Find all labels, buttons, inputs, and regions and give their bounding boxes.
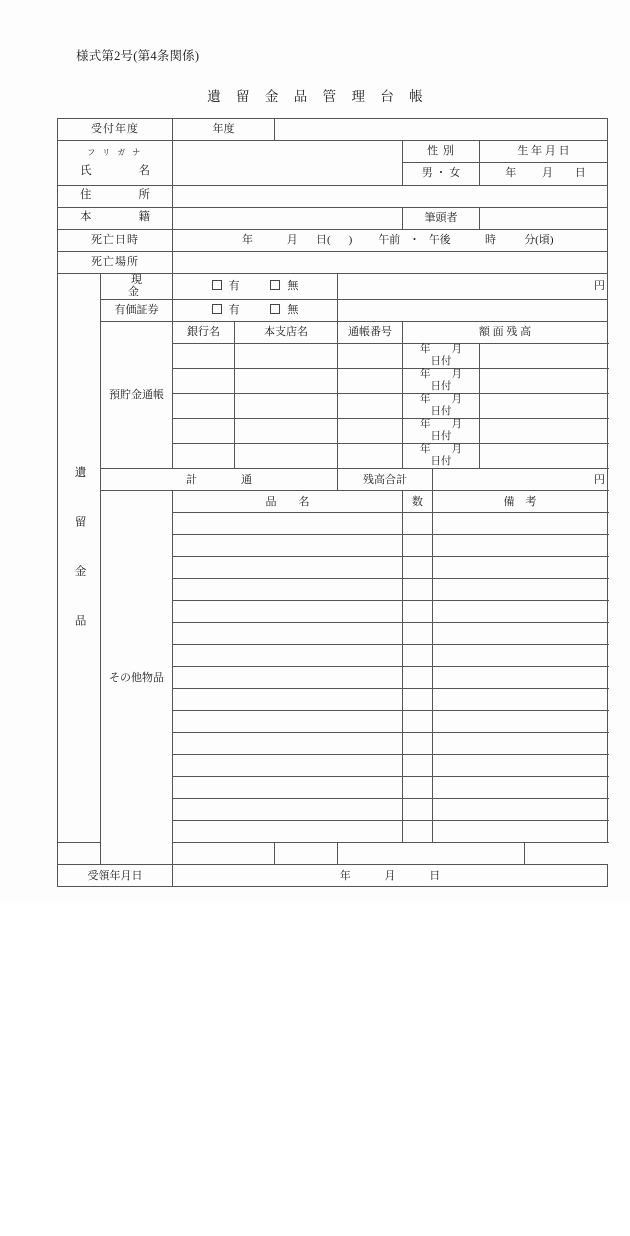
row-passbook-total bbox=[58, 469, 608, 491]
passbook-balance-input[interactable] bbox=[480, 343, 608, 368]
item-qty-input[interactable] bbox=[403, 755, 433, 777]
checkbox-icon[interactable] bbox=[270, 280, 280, 290]
passbook-branch-input[interactable] bbox=[235, 368, 338, 393]
passbook-col-balance: 額 面 残 高 bbox=[403, 321, 608, 343]
receipt-date-value[interactable] bbox=[173, 865, 608, 887]
death-datetime-value[interactable] bbox=[173, 229, 608, 251]
row-registry bbox=[58, 207, 608, 229]
passbook-date-label[interactable]: 年 月 日付 bbox=[403, 343, 480, 368]
passbook-date-label[interactable]: 年 月 日付 bbox=[403, 394, 480, 419]
passbook-col-account-no: 通帳番号 bbox=[338, 321, 403, 343]
cash-unit-label: 円 bbox=[594, 279, 606, 292]
item-note-input[interactable] bbox=[338, 843, 525, 865]
row-other-items-header bbox=[58, 491, 608, 513]
item-note-input[interactable] bbox=[433, 667, 608, 689]
receipt-month-label: 月 bbox=[384, 869, 396, 882]
passbook-bank-input[interactable] bbox=[173, 419, 235, 444]
item-qty-input[interactable] bbox=[403, 821, 433, 843]
registry-input[interactable] bbox=[173, 207, 403, 229]
item-note-input[interactable] bbox=[433, 645, 608, 667]
item-name-input[interactable] bbox=[173, 513, 403, 535]
passbook-date-label[interactable]: 年 月 日付 bbox=[403, 444, 480, 469]
item-note-input[interactable] bbox=[433, 579, 608, 601]
row-reception-year bbox=[58, 119, 608, 141]
birthdate-value[interactable] bbox=[480, 163, 608, 186]
cash-label: 現 金 bbox=[101, 273, 173, 299]
passbook-bank-input[interactable] bbox=[173, 368, 235, 393]
item-note-input[interactable] bbox=[433, 733, 608, 755]
passbook-total-balance-input[interactable] bbox=[433, 469, 608, 491]
item-qty-input[interactable] bbox=[403, 535, 433, 557]
other-items-col-note: 備 考 bbox=[433, 491, 608, 513]
row-death-datetime bbox=[58, 229, 608, 251]
checkbox-icon[interactable] bbox=[212, 280, 222, 290]
cash-yes-label: 有 bbox=[228, 279, 240, 292]
item-qty-input[interactable] bbox=[403, 777, 433, 799]
passbook-account-no-input[interactable] bbox=[338, 444, 403, 469]
list-item bbox=[58, 843, 608, 865]
item-name-input[interactable] bbox=[173, 777, 403, 799]
passbook-branch-input[interactable] bbox=[235, 343, 338, 368]
passbook-account-no-input[interactable] bbox=[338, 368, 403, 393]
item-note-input[interactable] bbox=[433, 513, 608, 535]
item-name-input[interactable] bbox=[173, 535, 403, 557]
passbook-total-count-label: 計 通 bbox=[101, 469, 338, 491]
item-qty-input[interactable] bbox=[403, 667, 433, 689]
death-datetime-label: 死亡日時 bbox=[58, 229, 173, 251]
form-number: 様式第2号(第4条関係) bbox=[76, 49, 200, 63]
death-month-label: 月 bbox=[286, 233, 298, 246]
item-name-input[interactable] bbox=[173, 733, 403, 755]
securities-checkboxes[interactable] bbox=[173, 299, 338, 321]
passbook-label: 預貯金通帳 bbox=[101, 321, 173, 469]
item-qty-input[interactable] bbox=[403, 733, 433, 755]
passbook-col-bank: 銀行名 bbox=[173, 321, 235, 343]
receipt-date-label: 受領年月日 bbox=[58, 865, 173, 887]
item-qty-input[interactable] bbox=[403, 601, 433, 623]
item-note-input[interactable] bbox=[433, 755, 608, 777]
head-of-family-label: 筆頭者 bbox=[403, 207, 480, 229]
securities-label: 有価証券 bbox=[101, 299, 173, 321]
receipt-year-label: 年 bbox=[339, 869, 351, 882]
item-name-input[interactable] bbox=[173, 755, 403, 777]
checkbox-icon[interactable] bbox=[270, 304, 280, 314]
item-name-input[interactable] bbox=[173, 557, 403, 579]
page-title: 遺 留 金 品 管 理 台 帳 bbox=[207, 89, 429, 104]
item-name-input[interactable] bbox=[173, 645, 403, 667]
row-receipt-date bbox=[58, 865, 608, 887]
item-qty-input[interactable] bbox=[403, 799, 433, 821]
passbook-branch-input[interactable] bbox=[235, 394, 338, 419]
cash-amount-input[interactable] bbox=[338, 273, 608, 299]
other-items-col-name: 品 名 bbox=[173, 491, 403, 513]
cash-yes-option[interactable] bbox=[212, 280, 240, 293]
name-label: 氏 名 bbox=[58, 163, 173, 186]
securities-yes-option[interactable] bbox=[212, 304, 240, 317]
death-place-input[interactable] bbox=[173, 251, 608, 273]
gender-value[interactable]: 男 ・ 女 bbox=[403, 163, 480, 186]
other-items-label: その他物品 bbox=[101, 491, 173, 865]
passbook-balance-input[interactable] bbox=[480, 394, 608, 419]
row-death-place bbox=[58, 251, 608, 273]
row-furigana bbox=[58, 141, 608, 163]
passbook-balance-input[interactable] bbox=[480, 419, 608, 444]
item-qty-input[interactable] bbox=[403, 579, 433, 601]
death-year-label: 年 bbox=[242, 233, 254, 246]
securities-no-label: 無 bbox=[287, 303, 299, 316]
passbook-branch-input[interactable] bbox=[235, 419, 338, 444]
item-qty-input[interactable] bbox=[403, 513, 433, 535]
reception-year-label: 受付年度 bbox=[58, 119, 173, 141]
am-label: 午前 bbox=[378, 233, 401, 246]
reception-year-value[interactable]: 年度 bbox=[173, 119, 275, 141]
address-label: 住 所 bbox=[58, 185, 173, 207]
securities-detail-input[interactable] bbox=[338, 299, 608, 321]
item-name-input[interactable] bbox=[173, 689, 403, 711]
item-name-input[interactable] bbox=[173, 623, 403, 645]
passbook-date-label[interactable]: 年 月 日付 bbox=[403, 368, 480, 393]
passbook-balance-input[interactable] bbox=[480, 444, 608, 469]
item-qty-input[interactable] bbox=[403, 557, 433, 579]
cash-checkboxes[interactable] bbox=[173, 273, 338, 299]
row-passbook-header bbox=[58, 321, 608, 343]
birth-year-label: 年 bbox=[505, 167, 517, 180]
item-qty-input[interactable] bbox=[403, 711, 433, 733]
item-name-input[interactable] bbox=[173, 601, 403, 623]
pm-label: 午後 bbox=[428, 233, 451, 246]
item-name-input[interactable] bbox=[173, 799, 403, 821]
passbook-balance-input[interactable] bbox=[480, 368, 608, 393]
passbook-branch-input[interactable] bbox=[235, 444, 338, 469]
belongings-vertical-text: 遺留金品 bbox=[73, 465, 86, 664]
item-name-input[interactable] bbox=[58, 843, 275, 865]
head-of-family-input[interactable] bbox=[480, 207, 608, 229]
item-note-input[interactable] bbox=[433, 557, 608, 579]
passbook-total-balance-label: 残高合計 bbox=[338, 469, 433, 491]
birthdate-label: 生 年 月 日 bbox=[480, 141, 608, 163]
item-qty-input[interactable] bbox=[403, 623, 433, 645]
item-note-input[interactable] bbox=[433, 799, 608, 821]
address-input[interactable] bbox=[173, 185, 608, 207]
passbook-account-no-input[interactable] bbox=[338, 419, 403, 444]
item-note-input[interactable] bbox=[433, 777, 608, 799]
row-cash bbox=[58, 273, 608, 299]
cash-no-option[interactable] bbox=[270, 280, 298, 293]
passbook-account-no-input[interactable] bbox=[338, 394, 403, 419]
death-day-label: 日( bbox=[316, 233, 331, 246]
other-items-col-qty: 数 bbox=[403, 491, 433, 513]
passbook-account-no-input[interactable] bbox=[338, 343, 403, 368]
item-qty-input[interactable] bbox=[275, 843, 338, 865]
passbook-date-label[interactable]: 年 月 日付 bbox=[403, 419, 480, 444]
item-note-input[interactable] bbox=[433, 711, 608, 733]
spacer-cell bbox=[275, 119, 608, 141]
receipt-day-label: 日 bbox=[429, 869, 441, 882]
ledger-table bbox=[57, 118, 608, 887]
item-name-input[interactable] bbox=[173, 667, 403, 689]
furigana-label: フ リ ガ ナ bbox=[58, 141, 173, 163]
ampm-separator: ・ bbox=[408, 233, 420, 246]
birth-day-label: 日 bbox=[574, 167, 586, 180]
item-qty-input[interactable] bbox=[403, 645, 433, 667]
item-note-input[interactable] bbox=[433, 623, 608, 645]
securities-no-option[interactable] bbox=[270, 304, 298, 317]
cash-no-label: 無 bbox=[287, 279, 299, 292]
registry-label: 本 籍 bbox=[58, 207, 173, 229]
item-note-input[interactable] bbox=[433, 535, 608, 557]
death-place-label: 死亡場所 bbox=[58, 251, 173, 273]
hour-label: 時 bbox=[484, 233, 496, 246]
passbook-bank-input[interactable] bbox=[173, 343, 235, 368]
passbook-total-unit-label: 円 bbox=[594, 473, 606, 486]
birth-month-label: 月 bbox=[542, 167, 554, 180]
passbook-col-branch: 本支店名 bbox=[235, 321, 338, 343]
item-name-input[interactable] bbox=[173, 579, 403, 601]
passbook-bank-input[interactable] bbox=[173, 444, 235, 469]
passbook-bank-input[interactable] bbox=[173, 394, 235, 419]
row-address bbox=[58, 185, 608, 207]
row-securities bbox=[58, 299, 608, 321]
item-name-input[interactable] bbox=[173, 711, 403, 733]
name-input[interactable] bbox=[173, 141, 403, 186]
minute-label: 分(頃) bbox=[524, 233, 554, 246]
gender-label: 性 別 bbox=[403, 141, 480, 163]
item-note-input[interactable] bbox=[433, 601, 608, 623]
item-note-input[interactable] bbox=[433, 821, 608, 843]
item-qty-input[interactable] bbox=[403, 689, 433, 711]
belongings-section-label bbox=[58, 273, 101, 843]
item-note-input[interactable] bbox=[433, 689, 608, 711]
weekday-close-paren: ) bbox=[348, 233, 353, 246]
securities-yes-label: 有 bbox=[228, 303, 240, 316]
checkbox-icon[interactable] bbox=[212, 304, 222, 314]
item-name-input[interactable] bbox=[173, 821, 403, 843]
